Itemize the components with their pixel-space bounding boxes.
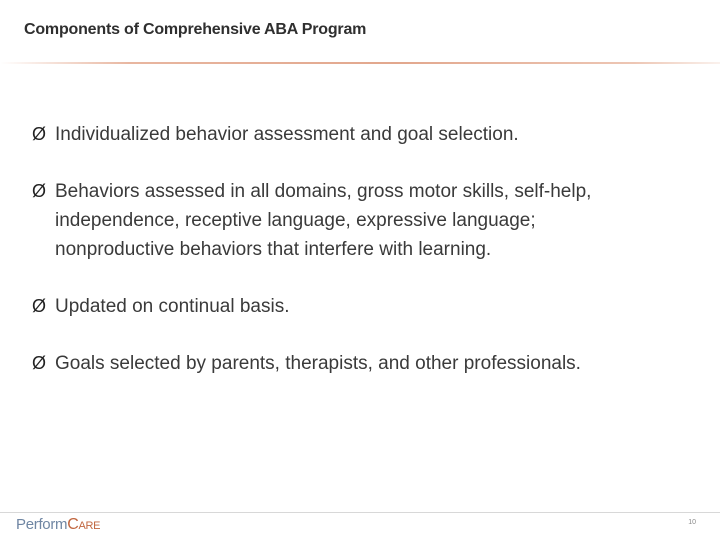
logo-perform-text: Perform [16, 516, 68, 533]
bullet-text: Behaviors assessed in all domains, gross motor skills, self-help, independence, receptive language, expressive language; nonproductive behaviors that interfere with learning. [55, 181, 592, 260]
slide-title: Components of Comprehensive ABA Program [24, 21, 367, 38]
logo-care-text: Care [67, 516, 101, 533]
arrow-bullet-icon: Ø [32, 353, 47, 373]
bullet-item [32, 349, 632, 378]
bullet-item [32, 292, 632, 321]
page-number: 10 [688, 519, 696, 526]
performcare-logo [16, 516, 100, 534]
bullet-item [32, 177, 632, 264]
arrow-bullet-icon: Ø [32, 296, 47, 316]
arrow-bullet-icon: Ø [32, 124, 47, 144]
footer-divider [0, 512, 720, 513]
title-divider [0, 62, 720, 64]
bullet-text: Individualized behavior assessment and goal selection. [55, 124, 519, 145]
bullet-text: Goals selected by parents, therapists, and other professionals. [55, 353, 581, 374]
arrow-bullet-icon: Ø [32, 181, 47, 201]
bullet-item [32, 120, 632, 149]
bullet-list [32, 120, 632, 406]
bullet-text: Updated on continual basis. [55, 296, 290, 317]
